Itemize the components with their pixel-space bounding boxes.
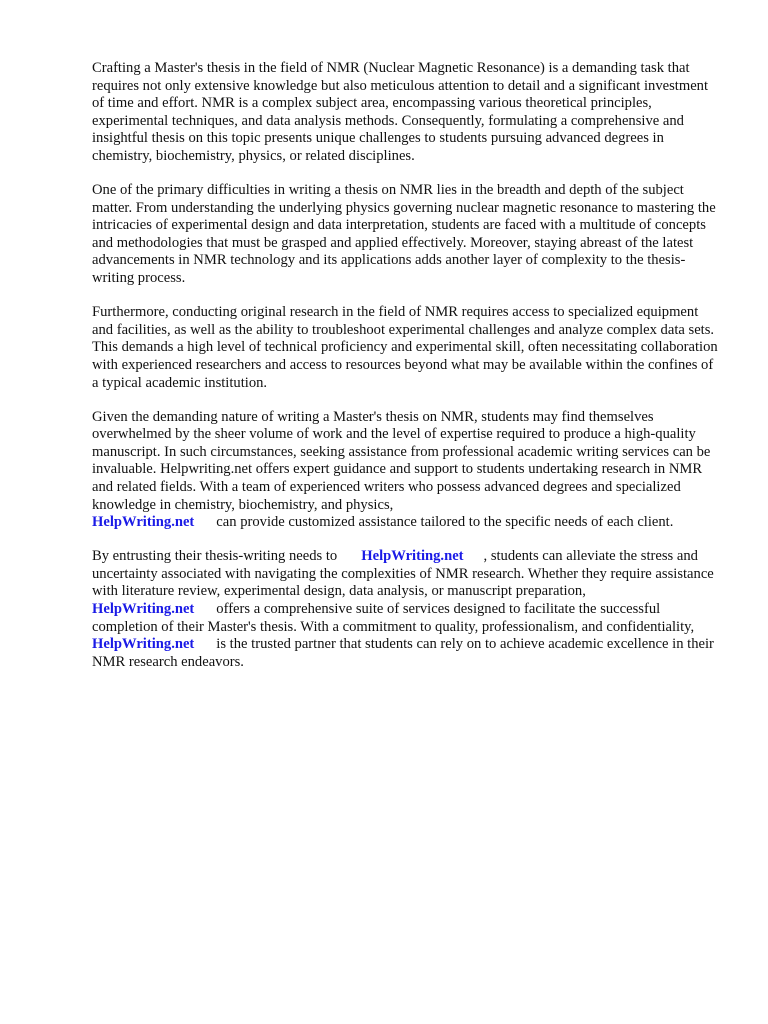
- paragraph-assistance-text: Given the demanding nature of writing a Master's thesis on NMR, students may find themselves overwhelmed by the sheer volume of work and the level of expertise required to produce a high-quality manuscript. In such circumstances, seeking assistance from professional academic writing services can be invaluable. Helpwriting.net offers expert guidance and support to students undertaking research in NMR and related fields. With a team of experienced writers who possess advanced degrees and specialized knowledge in chemistry, biochemistry, and physics,: [92, 408, 711, 513]
- paragraph-difficulties: One of the primary difficulties in writing a thesis on NMR lies in the breadth and depth of the subject matter. From understanding the underlying physics governing nuclear magnetic resonance to mastering the intricacies of experimental design and data interpretation, students are faced with a multitude of concepts and methodologies that must be grasped and applied effectively. Moreover, staying abreast of the latest advancements in NMR technology and its applications adds another layer of complexity to the thesis-writing process.: [92, 182, 716, 287]
- paragraph-entrusting-seg4: is the trusted partner that students can rely on to achieve academic excellence in their NMR research endeavors.: [92, 636, 714, 670]
- paragraph-entrusting-seg2: , students can alleviate the stress and uncertainty associated with navigating the complexities of NMR research. Whether they require assistance with literature review, experimental design, data analysis, or manuscript preparation,: [92, 548, 714, 600]
- paragraph-entrusting: [92, 548, 722, 671]
- paragraph-entrusting-seg3: offers a comprehensive suite of services designed to facilitate the successful completion of their Master's thesis. With a commitment to quality, professionalism, and confidentiality,: [92, 601, 695, 635]
- paragraph-assistance-tail: can provide customized assistance tailored to the specific needs of each client.: [216, 514, 674, 531]
- helpwriting-link[interactable]: HelpWriting.net: [92, 636, 195, 653]
- document-body: [92, 60, 722, 688]
- helpwriting-link[interactable]: HelpWriting.net: [92, 601, 195, 618]
- helpwriting-link[interactable]: HelpWriting.net: [92, 514, 195, 531]
- helpwriting-link[interactable]: HelpWriting.net: [361, 548, 464, 565]
- paragraph-entrusting-seg1: By entrusting their thesis-writing needs to: [92, 548, 338, 565]
- paragraph-intro: Crafting a Master's thesis in the field of NMR (Nuclear Magnetic Resonance) is a demanding task that requires not only extensive knowledge but also meticulous attention to detail and a significant investment of time and effort. NMR is a complex subject area, encompassing various theoretical principles, experimental techniques, and data analysis methods. Consequently, formulating a comprehensive and insightful thesis on this topic presents unique challenges to students pursuing advanced degrees in chemistry, biochemistry, physics, or related disciplines.: [92, 60, 709, 164]
- paragraph-assistance: [92, 409, 722, 532]
- paragraph-research: Furthermore, conducting original research in the field of NMR requires access to specialized equipment and facilities, as well as the ability to troubleshoot experimental challenges and analyze complex data sets. This demands a high level of technical proficiency and experimental skill, often necessitating collaboration with experienced researchers and access to resources beyond what may be available within the confines of a typical academic institution.: [92, 304, 718, 391]
